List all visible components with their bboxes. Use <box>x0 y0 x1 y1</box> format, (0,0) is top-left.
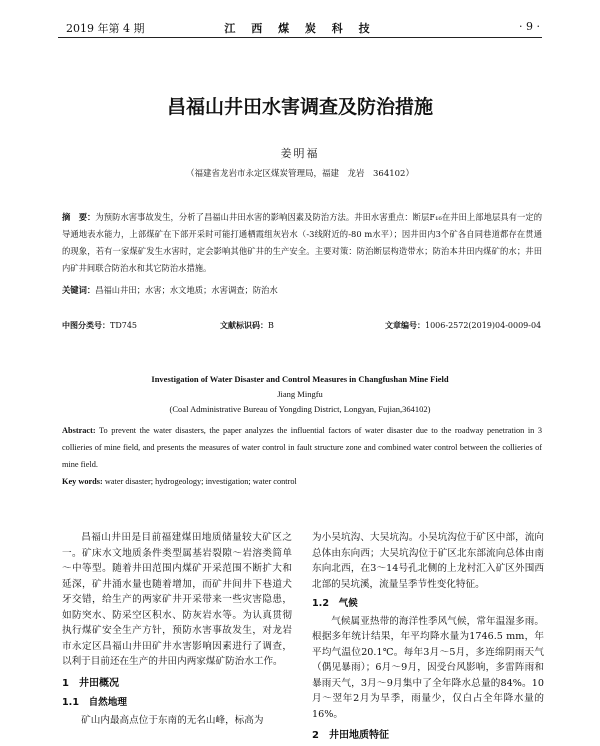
keywords-cn-label: 关键词： <box>62 285 96 295</box>
english-abstract-text: To prevent the water disasters, the paper analyzes the influential factors of water disaster due to the roadway penetration in 3 collieries of mine field, and presents the measures of water control in fault structure zone and combined water control between the collieries of mine field. <box>62 426 542 469</box>
section-heading-1: 1 井田概况 <box>62 677 119 689</box>
header-issue: 2019 年第 4 期 <box>66 22 145 35</box>
river-paragraph: 为小吴坑沟、大吴坑沟。小吴坑沟位于矿区中部，流向总体由东向西；大吴坑沟位于矿区北东部流向总体由南东向北西，在3～14号孔北侧的上龙村汇入矿区外围西北部的吴坑溪，流量呈季节性变化特征。 <box>312 532 544 590</box>
clc-label: 中图分类号： <box>62 321 110 330</box>
english-keywords <box>62 477 542 486</box>
english-abstract-label: Abstract: <box>62 426 96 435</box>
english-keywords-label: Key words: <box>62 477 103 486</box>
section-heading-2: 2 井田地质特征 <box>312 730 389 741</box>
author-name: 姜明福 <box>280 147 320 160</box>
author-affiliation: （福建省龙岩市永定区煤炭管理局，福建 龙岩 364102） <box>186 169 414 179</box>
header-page-number: · 9 · <box>519 20 540 33</box>
climate-paragraph: 气候属亚热带的海洋性季风气候，常年温湿多雨。根据多年统计结果，年平均降水量为1746.5 mm，年平均气温位20.1℃。每年3月～5月，多连绵阴雨天气（偶见暴雨）；6月～9月，因受台风影响，多雷阵雨和暴雨天气，3月～9月集中了全年降水总量的84%。10月～翌年2月为旱季，雨量少，仅白占全年降水量的16%。 <box>312 615 544 720</box>
header-journal: 江 西 煤 炭 科 技 <box>224 22 376 35</box>
english-author: Jiang Mingfu <box>277 389 323 399</box>
english-affiliation: (Coal Administrative Bureau of Yongding District, Longyan, Fujian,364102) <box>169 404 431 414</box>
intro-paragraph: 昌福山井田是目前福建煤田地质储量较大矿区之一。矿床水文地质条件类型属基岩裂隙～岩溶类简单～中等型。随着井田范围内煤矿开采范围不断扩大和延深，矿井涌水量也随着增加，而矿井间井下巷道犬牙交错，给生产的两家矿井开采带来一些灾害隐患，如防突水、防采空区积水、防灰岩水等。为认真贯彻执行煤矿安全生产方针，预防水害事故发生，对龙岩市永定区昌福山井田矿井水害影响因素进行了调查，以利于目前还在生产的井田内两家煤矿防治水工作。 <box>62 532 292 667</box>
clc-number <box>62 320 137 331</box>
section-1-1-paragraph: 矿山内最高点位于东南的无名山峰，标高为 <box>81 714 264 726</box>
keywords-cn-text: 昌福山井田；水害；水文地质；水害调查；防治水 <box>95 285 278 295</box>
paper-title: 昌福山井田水害调查及防治措施 <box>166 96 433 118</box>
section-heading-1-2: 1.2 气候 <box>312 598 358 609</box>
document-code-value: B <box>268 321 274 330</box>
abstract-cn-label: 摘 要： <box>62 212 96 222</box>
english-keywords-text: water disaster; hydrogeology; investigation; water control <box>104 477 297 486</box>
clc-value: TD745 <box>110 321 138 330</box>
body-column-right <box>312 530 544 746</box>
english-abstract <box>62 422 542 473</box>
article-number <box>385 320 541 331</box>
document-code-label: 文献标识码： <box>220 321 268 330</box>
abstract-cn <box>62 209 542 277</box>
keywords-cn <box>62 284 542 296</box>
document-code <box>220 320 274 331</box>
abstract-cn-text: 为预防水害事故发生，分析了昌福山井田水害的影响因素及防治方法。井田水害重点：断层F₁₆在井田上部地层具有一定的导通地表水能力，上部煤矿在下部开采时可能打通栖霞组灰岩水（-3线附近的-80 m水平）；因井田内3个矿各自同巷道都存在贯通的现象，若有一家煤矿发生水害时，定会影响其他矿井的生产安全。主要对策：防治断层构造带水；防治本井田内煤矿的水；井田内矿井间联合防治水和其它防治水措施。 <box>62 212 542 273</box>
header-rule <box>58 37 542 38</box>
section-heading-1-1: 1.1 自然地理 <box>62 697 127 708</box>
article-number-label: 文章编号： <box>385 321 425 330</box>
article-number-value: 1006-2572(2019)04-0009-04 <box>425 321 542 330</box>
english-title: Investigation of Water Disaster and Control Measures in Changfushan Mine Field <box>151 374 449 384</box>
body-column-left <box>62 530 292 746</box>
